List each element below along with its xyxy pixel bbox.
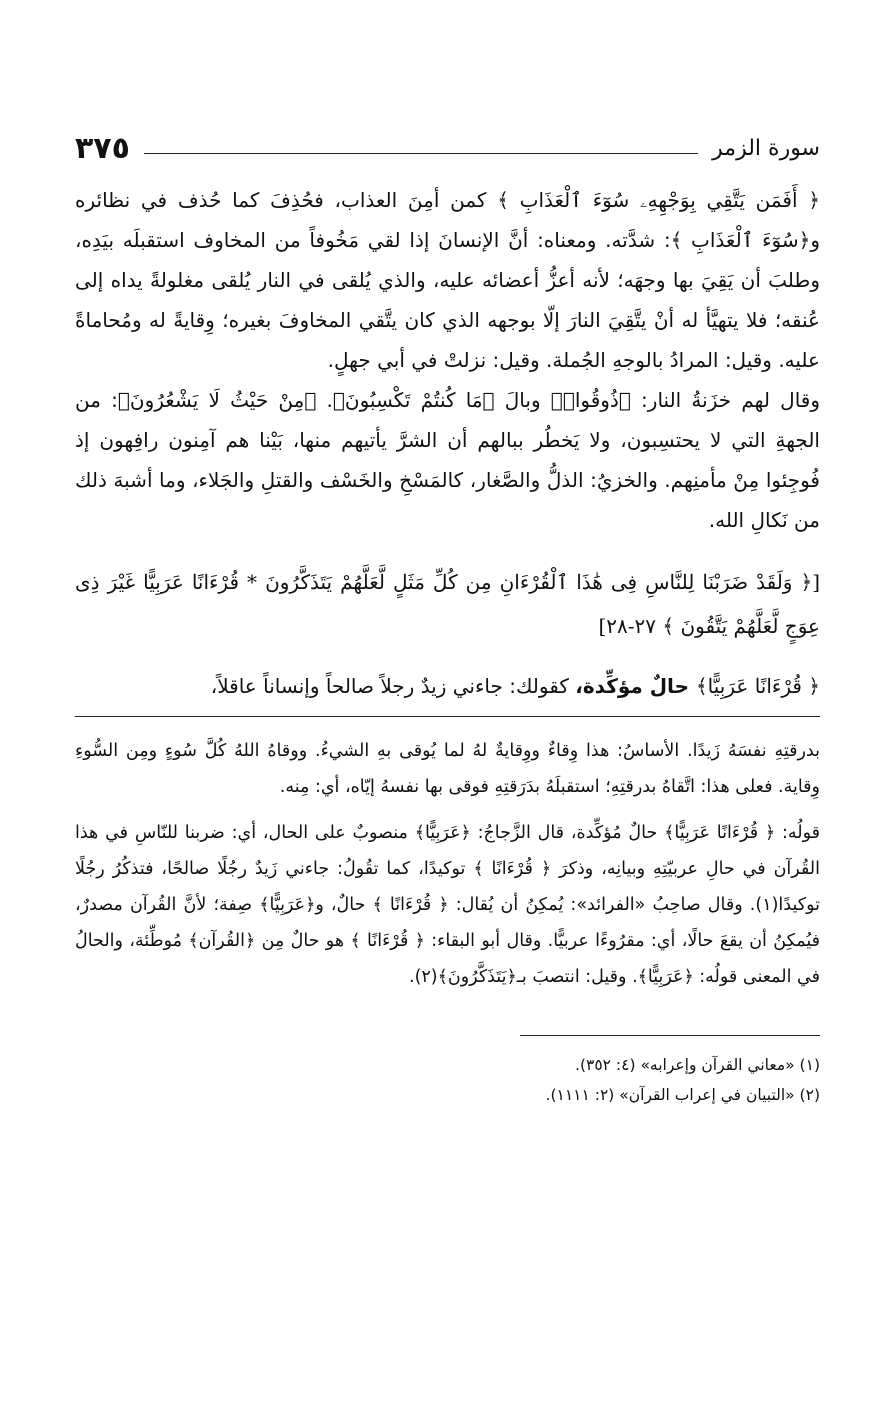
header-rule (144, 153, 698, 154)
commentary-notes (75, 733, 820, 995)
main-text (75, 180, 820, 706)
surah-name: سورة الزمر (712, 135, 820, 161)
paragraph-text: كقولك: جاءني زيدٌ رجلاً صالحاً وإنساناً عاقلاً، (210, 674, 576, 698)
quran-quote: ﴿ قُرْءَانًا عَرَبِيًّا﴾ (695, 674, 820, 698)
bold-phrase: حالٌ مؤكِّدة، (575, 674, 696, 698)
notes-paragraph-2: قولُه: ﴿ قُرْءَانًا عَرَبِيًّا﴾ حالٌ مُؤكِّدة، قال الزَّجاجُ: ﴿عَرَبِيًّا﴾ منصوبٌ على الحال، أي: ضربنا للنّاسِ في هذا القُرآن في حالِ عربيّتِهِ وبيانِه، وذكرَ ﴿ قُرْءَانًا ﴾ توكيدًا، كما تقُولُ: جاءني زَيدٌ رجُلًا صالحًا، فتذكُرُ رجُلًا توكيدًا(١). وقال صاحِبُ «الفرائد»: يُمكِنُ أن يُقال: ﴿ قُرْءَانًا ﴾ حالٌ، و﴿عَرَبِيًّا﴾ صِفة؛ لأنَّ القُرآن مصدرٌ، فيُمكِنُ أن يقعَ حالًا، أي: مقرُوءًا عربيًّا. وقال أبو البقاء: ﴿ قُرْءَانًا ﴾ هو حالٌ مِن ﴿القُرآن﴾ مُوطِّئة، والحالُ في المعنى قولُه: ﴿عَرَبِيًّا﴾. وقيل: انتصبَ بـ﴿يَتَذَكَّرُونَ﴾(٢). (75, 823, 820, 987)
page-number: ٣٧٥ (75, 130, 130, 166)
page (75, 128, 820, 1110)
notes-paragraph-1: بدرقتِهِ نفسَهُ زَيدًا. الأساسُ: هذا وِقاءٌ ووِقايةٌ لهُ لما يُوقى بهِ الشيءُ. ووقاهُ اللهُ كُلَّ سُوءٍ ومِن السُّوءِ وِقاية. فعلى هذا: اتَّقاهُ بدرقتِهِ؛ استقبلَهُ بدَرَقتِهِ فوقى بها نفسهُ إيّاه، أي: مِنه. (75, 741, 820, 797)
footnote-1: (١) «معاني القرآن وإعرابه» (٤: ٣٥٢). (575, 1056, 820, 1074)
running-head (75, 128, 820, 168)
main-paragraph-3 (75, 666, 820, 706)
footnotes (75, 1050, 820, 1110)
verse-block: [﴿ وَلَقَدْ ضَرَبْنَا لِلنَّاسِ فِى هَٰذَا ٱلْقُرْءَانِ مِن كُلِّ مَثَلٍ لَّعَلَّهُمْ يَتَذَكَّرُونَ * قُرْءَانًا عَرَبِيًّا غَيْرَ ذِى عِوَجٍ لَّعَلَّهُمْ يَتَّقُونَ ﴾ ٢٧-٢٨] (75, 570, 820, 638)
main-paragraph-1: ﴿ أَفَمَن يَتَّقِي بِوَجْهِهِۦ سُوٓءَ ٱلْعَذَابِ ﴾ كمن أمِنَ العذاب، فحُذِفَ كما حُذف في نظائره و﴿سُوٓءَ ٱلْعَذَابِ ﴾: شدَّته. ومعناه: أنَّ الإنسانَ إذا لقي مَخُوفاً من المخاوف استقبلَه بيَدِه، وطلبَ أن يَقِيَ بها وجهَه؛ لأنه أعزُّ أعضائه عليه، والذي يُلقى في النار يُلقى مغلولةً يداه إلى عُنقه؛ فلا يتهيَّأ له أنْ يتَّقِيَ النارَ إلّا بوجهه الذي كان يتَّقي المخاوفَ بغيره؛ وِقايةً له ومُحاماةً عليه. وقيل: المرادُ بالوجهِ الجُملة. وقيل: نزلتْ في أبي جهلٍ. (75, 188, 820, 372)
main-paragraph-2: وقال لهم خزَنةُ النار: ﴿ذُوقُوا۟﴾ وبالَ ﴿مَا كُنتُمْ تَكْسِبُونَ﴾. ﴿مِنْ حَيْثُ لَا يَشْعُرُونَ﴾: من الجهةِ التي لا يحتسِبون، ولا يَخطُر ببالهم أن الشرَّ يأتيهم منها، بَيْنا هم آمِنون رافِهون إذ فُوجِئوا مِنْ مأمنِهم. والخزيُ: الذلُّ والصَّغار، كالمَسْخِ والخَسْف والقتلِ والجَلاء، وما أشبهَ ذلك من نَكالِ الله. (75, 388, 820, 532)
footnote-2: (٢) «التبيان في إعراب القرآن» (٢: ١١١١). (545, 1086, 820, 1104)
notes-divider (75, 716, 820, 717)
footnote-divider (520, 1035, 820, 1036)
